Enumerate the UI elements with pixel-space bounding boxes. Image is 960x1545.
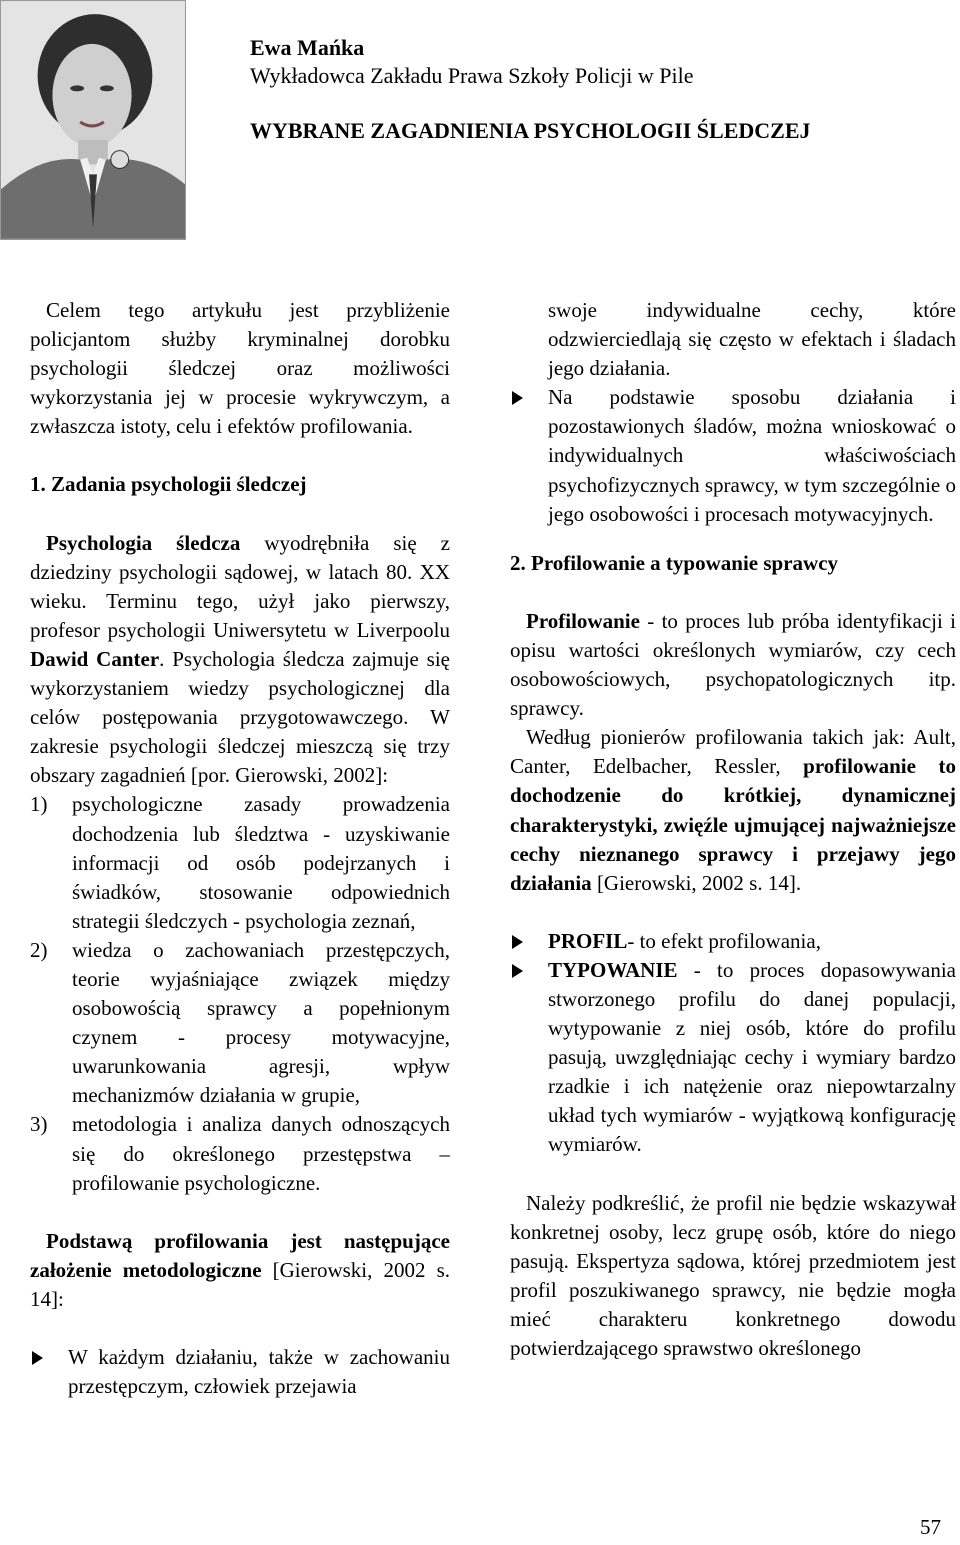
list-number: 3) [30, 1112, 48, 1137]
list-number: 1) [30, 792, 48, 817]
article-title: WYBRANE ZAGADNIENIA PSYCHOLOGII ŚLEDCZEJ [250, 118, 811, 143]
list-item [30, 1110, 450, 1197]
list-text: metodologia i analiza danych odnoszących się do określonego przestępstwa – profilowanie psychologiczne. [72, 1112, 450, 1195]
intro-paragraph: Celem tego artykułu jest przybliżenie policjantom służby kryminalnej dorobku psychologii śledczej oraz możliwości wykorzystania jej w procesie wykrywczym, a zwłaszcza istoty, celu i efektów profilowania. [30, 298, 450, 439]
bullet-text: Na podstawie sposobu działania i pozostawionych śladów, można wnioskować o indywidualnych właściwościach psychofizycznych sprawcy, w tym szczególnie o jego osobowości i procesach motywacyjnych. [548, 385, 956, 526]
bullet-text: - to efekt profilowania, [627, 928, 821, 953]
term-psychologia-sledcza: Psychologia śledcza [46, 530, 241, 555]
methodological-assumption [30, 1227, 450, 1314]
citation: [Gierowski, 2002 s. 14]: [30, 1257, 450, 1311]
bullet-text: W każdym działaniu, także w zachowaniu przestępczym, człowiek przejawia [68, 1345, 450, 1399]
paragraph-profilowanie [510, 607, 956, 723]
author-name: Ewa Mańka [250, 35, 365, 60]
left-column [30, 296, 450, 1401]
bullet-item [30, 1343, 450, 1401]
term-profil: PROFIL [548, 928, 628, 953]
paragraph-text: wyodrębniła się z dziedziny psychologii sądowej, w latach 80. XX wieku. Terminu tego, użył jako pierwszy, profesor psychologii Uniwersytetu w Liverpoolu [30, 530, 450, 642]
section-2-heading: 2. Profilowanie a typowanie sprawcy [510, 550, 839, 575]
list-item [30, 936, 450, 1111]
section-1-heading: 1. Zadania psychologii śledczej [30, 472, 307, 497]
term-typowanie: TYPOWANIE [548, 957, 678, 982]
paragraph-text: - to proces lub próba identyfikacji i opisu wartości określonych wymiarów, czy cech osobowościowych, psychopatologicznych itp. sprawcy. [510, 608, 956, 721]
bullet-item [510, 383, 956, 528]
citation: [Gierowski, 2002 s. 14]. [591, 870, 802, 895]
bullet-item [510, 956, 956, 1160]
list-text: wiedza o zachowaniach przestępczych, teorie wyjaśniające związek między osobowością sprawcy a popełnionym czynem - procesy motywacyjne, uwarunkowania agresji, wpływ mechanizmów działania w grupie, [72, 937, 450, 1108]
article-header [250, 34, 693, 90]
author-photo [0, 0, 186, 240]
triangle-bullet-icon [32, 1351, 43, 1365]
terms-bullets [510, 927, 956, 1160]
list-number: 2) [30, 937, 48, 962]
page-number: 57 [920, 1515, 941, 1539]
paragraph-text: Według pionierów profilowania takich jak: Ault, Canter, Edelbacher, Ressler, [510, 725, 956, 779]
paragraph-psychologia-sledcza [30, 529, 450, 791]
bullet-text: - to proces dopasowywania stworzonego profilu do danej populacji, wytypowanie z niej osób, które do profilu pasują, uwzględniając cechy i wymiary bardzo rzadkie i ich natężenie oraz niepowtarzalny układ tych wymiarów - wyjątkową konfigurację wymiarów. [548, 957, 956, 1157]
assumption-bullets-2 [510, 383, 956, 528]
list-text: psychologiczne zasady prowadzenia dochodzenia lub śledztwa - uzyskiwanie informacji od osób podejrzanych i świadków, stosowanie odpowiednich strategii śledczych - psychologia zeznań, [72, 792, 450, 933]
paragraph-text: . Psychologia śledcza zajmuje się wykorzystaniem wiedzy psychologicznej dla celów postępowania przygotowawczego. W zakresie psychologii śledczej mieszczą się trzy obszary zagadnień [por. Gierowski, 2002]: [30, 646, 451, 788]
closing-paragraph: Należy podkreślić, że profil nie będzie wskazywał konkretnej osoby, lecz grupę osób, które do niego pasują. Ekspertyza sądowa, której przedmiotem jest profil poszukiwanego sprawcy, nie będzie mogła mieć charakteru konkretnego dowodu potwierdzającego sprawstwo określonego [510, 1190, 956, 1360]
triangle-bullet-icon [512, 964, 523, 978]
name-dawid-canter: Dawid Canter [30, 646, 160, 671]
bullet-item [510, 927, 956, 956]
bullet-continuation: swoje indywidualne cechy, które odzwierciedlają się często w efektach i śladach jego działania. [548, 298, 956, 381]
paragraph-definition [510, 723, 956, 898]
definition-bold: profilowanie to dochodzenie do krótkiej, dynamicznej charakterystyki, zwięźle ujmującej najważniejsze cechy nieznanego sprawcy i przejawy jego działania [510, 754, 956, 895]
areas-list [30, 790, 450, 1197]
triangle-bullet-icon [512, 391, 523, 405]
triangle-bullet-icon [512, 935, 523, 949]
bold-text: Podstawą profilowania jest następujące założenie metodologiczne [30, 1228, 450, 1282]
list-item [30, 790, 450, 935]
right-column [510, 296, 956, 1363]
assumption-bullets [30, 1343, 450, 1401]
author-affiliation: Wykładowca Zakładu Prawa Szkoły Policji w Pile [250, 63, 694, 88]
term-profilowanie: Profilowanie [526, 608, 640, 633]
portrait-image [1, 1, 185, 239]
